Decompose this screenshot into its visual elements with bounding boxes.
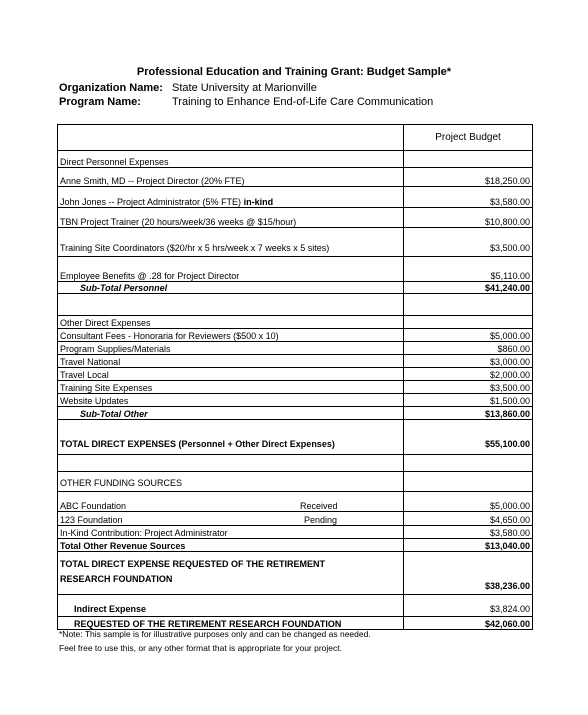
table-row: [58, 208, 533, 228]
row-label: John Jones -- Project Administrator (5% FTE) in-kind: [58, 187, 404, 208]
row-amount: $10,800.00: [404, 208, 533, 228]
final-request-amount: $42,060.00: [404, 617, 533, 630]
final-request-label: REQUESTED OF THE RETIREMENT RESEARCH FOUNDATION: [58, 617, 404, 630]
table-header-row: [58, 125, 533, 151]
section-heading-label: Direct Personnel Expenses: [58, 151, 404, 168]
requested-label: TOTAL DIRECT EXPENSE REQUESTED OF THE RETIREMENT RESEARCH FOUNDATION: [58, 552, 404, 595]
subtotal-amount: $13,860.00: [404, 407, 533, 420]
subtotal-label: Sub-Total Other: [58, 407, 404, 420]
indirect-label: Indirect Expense: [58, 595, 404, 617]
row-label: In-Kind Contribution: Project Administrator: [58, 526, 404, 539]
total-direct-row: [58, 420, 533, 455]
row-amount: $3,000.00: [404, 355, 533, 368]
table-row: [58, 257, 533, 282]
total-direct-label: TOTAL DIRECT EXPENSES (Personnel + Other Direct Expenses): [58, 420, 404, 455]
organization-line: [59, 82, 317, 94]
row-label: ABC Foundation Received: [58, 492, 404, 512]
row-amount: $3,580.00: [404, 526, 533, 539]
section-heading-funding: [58, 472, 533, 492]
project-budget-header: Project Budget: [404, 125, 533, 151]
table-row: [58, 512, 533, 526]
table-row: [58, 394, 533, 407]
table-row: [58, 492, 533, 512]
table-row: [58, 526, 533, 539]
row-label: Training Site Expenses: [58, 381, 404, 394]
row-amount: $1,500.00: [404, 394, 533, 407]
table-row: [58, 368, 533, 381]
row-label: Travel Local: [58, 368, 404, 381]
table-row: [58, 168, 533, 187]
note-line-1: *Note: This sample is for illustrative purposes only and can be changed as needed.: [59, 629, 371, 639]
program-label: Program Name:: [59, 96, 141, 108]
row-amount: $5,000.00: [404, 492, 533, 512]
indirect-amount: $3,824.00: [404, 595, 533, 617]
note-line-2: Feel free to use this, or any other format that is appropriate for your project.: [59, 643, 342, 653]
requested-row: [58, 552, 533, 595]
requested-amount: $38,236.00: [404, 552, 533, 595]
subtotal-label: Sub-Total Personnel: [58, 282, 404, 294]
row-amount: $2,000.00: [404, 368, 533, 381]
document-title: Professional Education and Training Grant: Budget Sample*: [136, 66, 452, 78]
section-heading-label: Other Direct Expenses: [58, 316, 404, 329]
subtotal-row: [58, 407, 533, 420]
total-revenue-row: [58, 539, 533, 552]
row-label: Program Supplies/Materials: [58, 342, 404, 355]
table-row: [58, 329, 533, 342]
subtotal-row: [58, 282, 533, 294]
table-row: [58, 342, 533, 355]
row-label: Employee Benefits @ .28 for Project Director: [58, 257, 404, 282]
row-label: Website Updates: [58, 394, 404, 407]
table-row: [58, 355, 533, 368]
program-line: [59, 96, 433, 108]
spacer-row: [58, 455, 533, 472]
section-heading-personnel: [58, 151, 533, 168]
row-label: 123 Foundation Pending: [58, 512, 404, 526]
subtotal-amount: $41,240.00: [404, 282, 533, 294]
row-amount: $5,110.00: [404, 257, 533, 282]
row-amount: $18,250.00: [404, 168, 533, 187]
row-label: Anne Smith, MD -- Project Director (20% FTE): [58, 168, 404, 187]
total-revenue-label: Total Other Revenue Sources: [58, 539, 404, 552]
row-amount: $5,000.00: [404, 329, 533, 342]
organization-value: State University at Marionville: [172, 82, 317, 94]
indirect-row: [58, 595, 533, 617]
row-label: TBN Project Trainer (20 hours/week/36 weeks @ $15/hour): [58, 208, 404, 228]
section-heading-other: [58, 316, 533, 329]
total-direct-amount: $55,100.00: [404, 420, 533, 455]
table-row: [58, 381, 533, 394]
funding-status: Pending: [304, 515, 338, 525]
spacer-row: [58, 294, 533, 316]
row-amount: $860.00: [404, 342, 533, 355]
row-amount: $3,580.00: [404, 187, 533, 208]
funding-status: Received: [300, 501, 338, 511]
row-label: Travel National: [58, 355, 404, 368]
final-request-row: [58, 617, 533, 630]
row-label: Training Site Coordinators ($20/hr x 5 hrs/week x 7 weeks x 5 sites): [58, 228, 404, 257]
total-revenue-amount: $13,040.00: [404, 539, 533, 552]
row-amount: $3,500.00: [404, 381, 533, 394]
organization-label: Organization Name:: [59, 82, 163, 94]
row-amount: $4,650.00: [404, 512, 533, 526]
budget-table: [57, 124, 533, 630]
program-value: Training to Enhance End-of-Life Care Communication: [172, 96, 434, 108]
table-row: [58, 228, 533, 257]
table-row: [58, 187, 533, 208]
section-heading-label: OTHER FUNDING SOURCES: [58, 472, 404, 492]
row-amount: $3,500.00: [404, 228, 533, 257]
in-kind-tag: in-kind: [243, 197, 274, 207]
row-label: Consultant Fees - Honoraria for Reviewers ($500 x 10): [58, 329, 404, 342]
